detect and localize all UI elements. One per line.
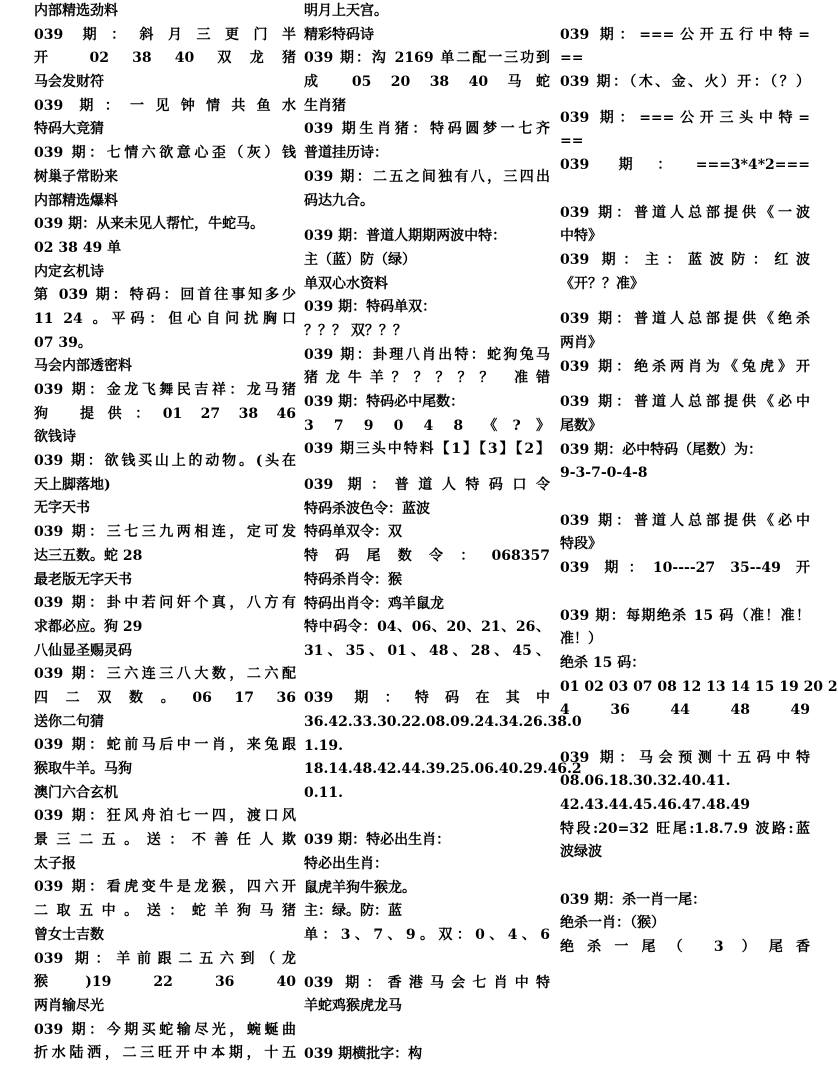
text-line: 039 期：普道人期期两波中特： [304,228,507,245]
text-line: 039 期：二五之间独有八，三四出 [304,168,550,185]
text-line: 单：3、7、9。双：0、4、6 [304,927,550,944]
text-line: 中特》 [560,228,602,245]
text-line: 039 期：卦理八肖出特：蛇狗兔马 [304,346,550,363]
text-line: 两肖》 [560,334,602,351]
text-line: 42.43.44.45.46.47.48.49 [560,797,750,813]
text-line: 求都必应。狗 29 [34,618,143,635]
text-line: 明月上天宫。 [304,3,388,19]
text-line: 039 期：每期绝杀 15 码（准！准！ [560,607,810,624]
text-line: 07 39。 [34,334,92,351]
text-line: 3 7 9 0 4 8 《?》 [304,417,550,434]
text-line: 039 期：杀一肖一尾： [560,891,707,908]
text-line: 无字天书 [34,500,90,517]
text-line: 尾数》 [560,418,602,434]
text-line: ？？？ 双？？？ [304,322,407,339]
text-line: 特码杀波色令：蓝波 [304,500,430,517]
text-line: 景三二五。送：不善任人欺 [34,832,296,849]
text-line: 单双心水资料 [304,275,388,292]
text-line: 039 期：蛇前马后中一肖，来兔跟 [34,737,296,754]
text-line: 039 期生肖猪：特码圆梦一七齐 [304,121,550,138]
text-line: 039 期：今期买蛇输尽光，蜿蜒曲 [34,1021,296,1038]
text-line: 猴取牛羊。马狗 [34,761,132,777]
text-line: 生肖猪 [304,97,346,114]
text-line: 马会内部透密料 [34,358,132,375]
text-line: 039 期：卦中若问奸个真，八方有 [34,595,296,612]
text-line: 特码尾数令：068357 [304,548,550,565]
text-line: 两肖输尽光 [34,997,104,1014]
text-line: 澳门六合玄机 [34,784,118,801]
text-line: 特中码令：04、06、20、21、26、 [304,619,550,636]
text-line: 波绿波 [560,844,602,861]
text-line: 树巢子常盼来 [34,168,118,185]
text-line: 码达九合。 [304,192,374,209]
text-line: 绝杀一尾（ 3 ）尾香 [560,939,810,956]
text-line: 羊蛇鸡猴虎龙马 [304,998,402,1015]
text-line: 曾女士吉数 [34,926,104,943]
mid-block-6 [304,972,550,1019]
text-line: 1.19. [304,737,343,754]
mid-block-7 [304,1043,550,1066]
text-line: 二取五中。送：蛇羊狗马猪 [34,903,296,920]
text-line: 039 期：金龙飞舞民吉祥：龙马猪 [34,382,296,398]
text-line: 特段:20=32 旺尾:1.8.7.9 波路:蓝 [560,820,810,837]
text-line: 狗 提供：01 27 38 46 [34,405,296,422]
text-line: 马会发财符 [34,74,104,91]
text-line: 内部精选爆料 [34,192,118,209]
text-line: 039 期：（木、金、火）开：（？） [560,74,810,91]
text-line: 01 02 03 07 08 12 13 14 15 19 20 2 [560,678,838,695]
text-line: 039 期：三七三九两相连，定可发 [34,524,296,541]
right-block-3 [560,202,810,297]
text-line: 039 期：看虎变牛是龙猴，四六开 [34,879,296,896]
text-line: == [560,133,584,150]
text-line: 039 期：欲钱买山上的动物。(头在 [34,453,296,470]
text-line: 039 期：主：蓝波防：红波 [560,251,810,268]
text-line: 达三五数。蛇 28 [34,547,143,564]
right-block-7 [560,605,838,723]
mid-block-4 [304,687,582,805]
right-block-4 [560,308,810,379]
mid-block-1 [304,0,550,213]
text-line: 准！） [560,631,602,648]
text-line: 内定玄机诗 [34,263,104,280]
text-line: 039 期：===3*4*2=== [560,157,810,174]
text-line: 鼠虎羊狗牛猴龙。 [304,879,416,896]
text-line: 039 期：===公开五行中特= [560,26,810,43]
text-line: 039 期：斜月三更门半 [34,26,296,43]
text-line: 《开？？准》 [560,275,644,292]
text-line: 11 24 。平码：但心自问扰胸口 [34,310,296,327]
text-line: 猴)19 22 36 40 [34,974,296,991]
text-line: 039 期：10----27 35--49 开 [560,560,810,577]
text-line: 特码杀肖令：猴 [304,571,402,588]
right-block-5 [560,391,810,486]
text-line: 天上脚落地) [34,476,111,493]
text-line: 039 期三头中特料【1】【3】【2】 [304,441,550,458]
right-block-1 [560,24,810,95]
text-line: 绝杀 15 码： [560,654,646,671]
text-line: 内部精选劲料 [34,3,118,19]
right-block-8 [560,747,810,865]
text-line: 折水陆洒，二三旺开中本期，十五 [34,1045,296,1062]
text-line: 四二双数。06 17 36 [34,689,296,706]
text-line: 039 期：特码单双： [304,299,437,316]
mid-block-3 [304,474,550,664]
left-column [34,0,296,1066]
text-line: 039 期：普道人总部提供《必中 [560,512,810,529]
text-line: 039 期：特码在其中 [304,690,550,707]
text-line: 039 期：必中特码（尾数）为： [560,441,763,458]
text-line: 开 02 38 40 双龙猪 [34,50,296,67]
text-line: 18.14.48.42.44.39.25.06.40.29.46.2 [304,761,582,778]
text-line: 039 期横批字：构 [304,1045,423,1062]
text-line: 039 期：香港马会七肖中特 [304,974,550,991]
text-line: 039 期：普道人总部提供《绝杀 [560,311,810,328]
text-line: 31、35、01、48、28、45、 [304,642,550,659]
text-line: 成 05 20 38 40 马蛇 [304,74,550,91]
text-line: 送你二句猜 [34,713,104,730]
text-line: 039 期：马会预测十五码中特 [560,749,810,766]
text-line: 特码单双令：双 [304,524,402,541]
text-line: 039 期：特必出生肖： [304,832,451,849]
text-line: 039 期：从来未见人帮忙，牛蛇马。 [34,216,265,233]
text-line: 02 38 49 单 [34,239,122,256]
text-line: 039 期：狂风舟泊七一四，渡口风 [34,808,296,825]
right-block-9 [560,889,810,960]
text-line: == [560,50,584,67]
text-line: 039 期：七情六欲意心歪（灰）钱 [34,145,296,162]
text-line: 第 039 期：特码：回首往事知多少 [34,287,296,304]
text-line: 特码出肖令：鸡羊鼠龙 [304,595,444,612]
text-line: 绝杀一肖：（猴） [560,915,665,932]
text-line: 039 期：沟 2169 单二配一三功到 [304,50,550,67]
text-line: 太子报 [34,855,76,872]
right-column [560,0,838,960]
text-line: 普道挂历诗： [304,145,388,162]
text-line: 4 36 44 48 49 [560,702,810,719]
text-line: 猪龙牛羊？？？？？ 准错 [304,370,550,387]
text-line: 039 期：特码必中尾数： [304,394,465,410]
text-line: 主：绿。防：蓝 [304,903,402,920]
text-line: 特必出生肖： [304,856,388,873]
text-line: 039 期：普道人特码口令 [304,477,550,494]
text-line: 最老版无字天书 [34,571,132,588]
text-line: 特码大竞猜 [34,121,104,138]
text-line: 039 期：一见钟情共鱼水 [34,97,296,114]
mid-block-5 [304,829,550,947]
text-line: 主（蓝）防（绿） [304,251,416,268]
text-line: 精彩特码诗 [304,26,374,43]
text-line: 039 期：三六连三八大数，二六配 [34,666,296,683]
text-line: 0.11. [304,785,343,801]
text-line: 039 期：绝杀两肖为《兔虎》开 [560,358,810,375]
text-line: 八仙显圣赐灵码 [34,642,132,659]
text-line: 039 期：普道人总部提供《一波 [560,204,810,221]
text-line: 039 期：普道人总部提供《必中 [560,394,810,411]
text-line: 特段》 [560,536,602,553]
text-line: 039 期：羊前跟二五六到（龙 [34,950,296,967]
right-block-6 [560,510,810,581]
text-line: 9-3-7-0-4-8 [560,465,648,482]
mid-block-2 [304,225,550,462]
text-line: 欲钱诗 [34,429,76,446]
text-line: 36.42.33.30.22.08.09.24.34.26.38.0 [304,713,582,730]
text-line: 039 期：===公开三头中特= [560,109,810,126]
right-block-2 [560,107,810,178]
text-line: 08.06.18.30.32.40.41. [560,773,731,790]
